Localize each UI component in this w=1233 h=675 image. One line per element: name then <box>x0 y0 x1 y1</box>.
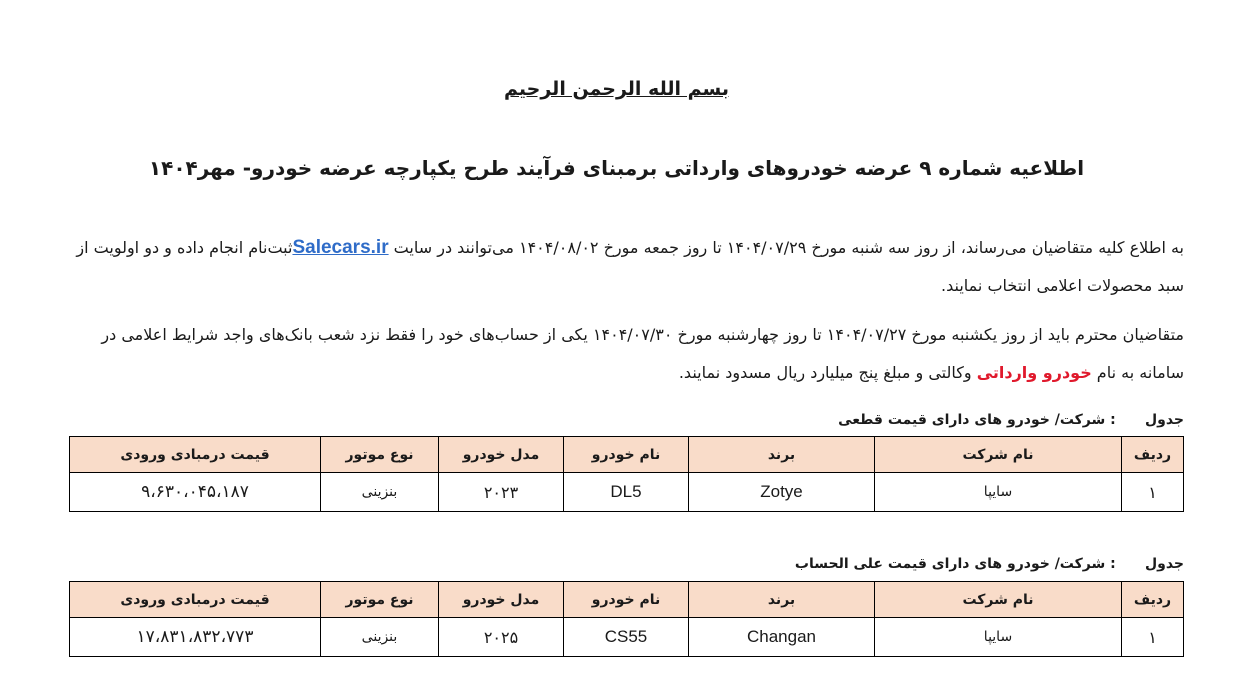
imported-car-highlight: خودرو وارداتی <box>976 363 1092 382</box>
table1-caption: جدول : شرکت/ خودرو های دارای قیمت قطعی <box>838 412 1184 428</box>
basmala-heading: بسم الله الرحمن الرحیم <box>504 78 729 100</box>
cell-engine-type: بنزینی <box>321 618 439 657</box>
paragraph-deposit-text-2: وکالتی و مبلغ پنج میلیارد ریال مسدود نمایند. <box>678 363 977 382</box>
cell-row-number: ۱ <box>1122 473 1184 512</box>
table2-caption: جدول : شرکت/ خودرو های دارای قیمت علی الحساب <box>794 556 1184 572</box>
paragraph-registration <box>68 229 1184 305</box>
cell-company: سایپا <box>875 618 1122 657</box>
col-header-model-year: مدل خودرو <box>439 582 564 618</box>
cell-model-year: ۲۰۲۵ <box>439 618 564 657</box>
cell-brand: Zotye <box>689 473 875 512</box>
col-header-row-number: ردیف <box>1122 582 1184 618</box>
paragraph-deposit-text-1: متقاضیان محترم باید از روز یکشنبه مورخ ۱۴۰۴/۰۷/۲۷ تا روز چهارشنبه مورخ ۱۴۰۴/۰۷/۳۰ یکی از حساب‌های خود را فقط نزد شعب بانک‌های واجد شرایط اعلامی در سامانه به نام <box>101 325 1184 382</box>
col-header-row-number: ردیف <box>1122 437 1184 473</box>
cell-car-name: DL5 <box>564 473 689 512</box>
col-header-brand: برند <box>689 582 875 618</box>
col-header-price: قیمت درمبادی ورودی <box>70 582 321 618</box>
col-header-car-name: نام خودرو <box>564 582 689 618</box>
table-header-row <box>70 437 1184 473</box>
cell-engine-type: بنزینی <box>321 473 439 512</box>
col-header-engine-type: نوع موتور <box>321 582 439 618</box>
provisional-price-table <box>69 581 1184 657</box>
table-row <box>70 473 1184 512</box>
col-header-company: نام شرکت <box>875 437 1122 473</box>
announcement-title: اطلاعیه شماره ۹ عرضه خودروهای وارداتی برمبنای فرآیند طرح یکپارچه عرضه خودرو- مهر۱۴۰۴ <box>148 156 1085 180</box>
salecars-link[interactable]: Salecars.ir <box>292 237 389 258</box>
cell-brand: Changan <box>689 618 875 657</box>
cell-car-name: CS55 <box>564 618 689 657</box>
col-header-model-year: مدل خودرو <box>439 437 564 473</box>
cell-price: ۱۷،۸۳۱،۸۳۲،۷۷۳ <box>70 618 321 657</box>
table-header-row <box>70 582 1184 618</box>
col-header-company: نام شرکت <box>875 582 1122 618</box>
cell-row-number: ۱ <box>1122 618 1184 657</box>
col-header-engine-type: نوع موتور <box>321 437 439 473</box>
fixed-price-table <box>69 436 1184 512</box>
col-header-price: قیمت درمبادی ورودی <box>70 437 321 473</box>
col-header-brand: برند <box>689 437 875 473</box>
cell-price: ۹،۶۳۰،۰۴۵،۱۸۷ <box>70 473 321 512</box>
col-header-car-name: نام خودرو <box>564 437 689 473</box>
table-row <box>70 618 1184 657</box>
paragraph-registration-text-1: به اطلاع کلیه متقاضیان می‌رساند، از روز سه شنبه مورخ ۱۴۰۴/۰۷/۲۹ تا روز جمعه مورخ ۱۴۰۴/۰۸/۰۲ می‌توانند در سایت <box>388 238 1184 257</box>
cell-model-year: ۲۰۲۳ <box>439 473 564 512</box>
paragraph-registration-text-2: ثبت‌نام انجام داده و دو اولویت از سبد محصولات اعلامی انتخاب نمایند. <box>76 238 1184 295</box>
paragraph-deposit <box>68 316 1184 392</box>
cell-company: سایپا <box>875 473 1122 512</box>
